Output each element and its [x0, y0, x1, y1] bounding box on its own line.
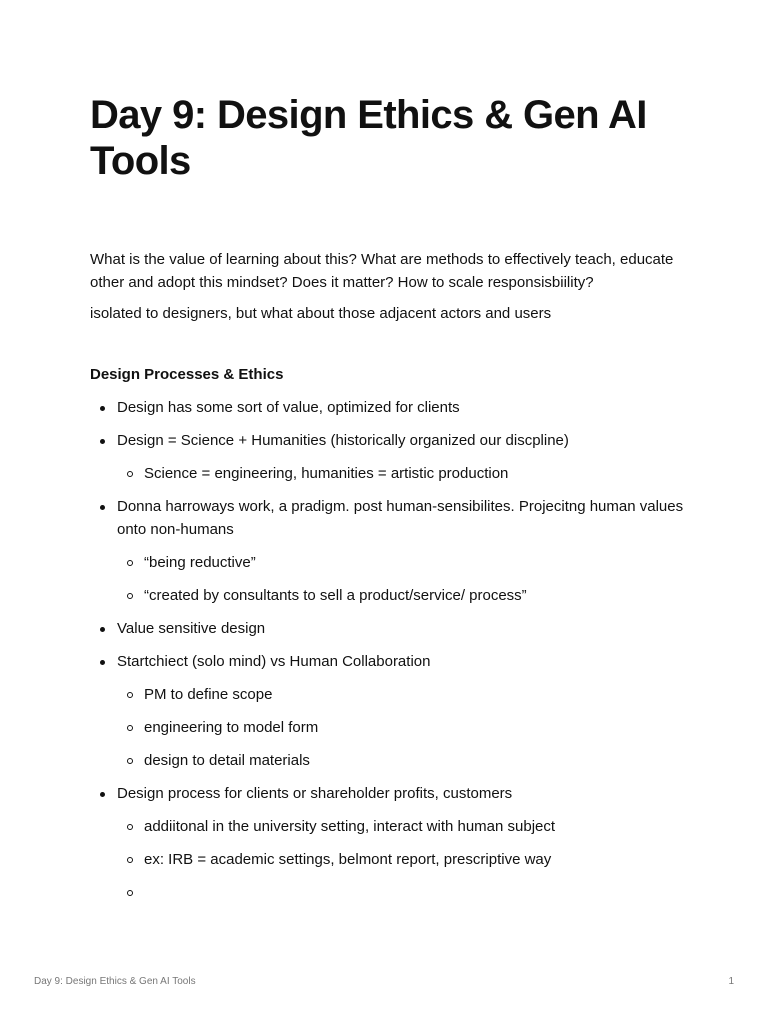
- list-item-text: Design = Science + Humanities (historically organized our discpline): [117, 432, 569, 449]
- list-item-text: Design process for clients or shareholder profits, customers: [117, 785, 513, 802]
- list-item: [90, 650, 690, 772]
- sub-list-item-text: engineering to model form: [144, 719, 319, 736]
- sub-list-item: [117, 584, 690, 607]
- bullet-dot-icon: [100, 406, 105, 411]
- bullet-circle-icon: [127, 824, 133, 830]
- bullet-circle-icon: [127, 725, 133, 731]
- bullet-dot-icon: [100, 439, 105, 444]
- bullet-dot-icon: [100, 505, 105, 510]
- list-item: [90, 495, 690, 607]
- bullet-circle-icon: [127, 857, 133, 863]
- sub-list-item: [117, 848, 690, 871]
- list-item: [90, 782, 690, 911]
- bullet-dot-icon: [100, 627, 105, 632]
- sub-list: [117, 683, 690, 772]
- list-item: [90, 396, 690, 419]
- list-item-text: Startchiect (solo mind) vs Human Collaboration: [117, 653, 431, 670]
- sub-list: [117, 815, 690, 911]
- intro-paragraph: What is the value of learning about this? What are methods to effectively teach, educate other and adopt this mindset? Does it matter? How to scale responsisbiility?: [90, 251, 674, 291]
- list-item-text: Donna harroways work, a pradigm. post human-sensibilites. Projecitng human values onto non-humans: [117, 498, 684, 538]
- sub-list: [117, 462, 690, 485]
- list-item: [90, 617, 690, 640]
- sub-list-item: [117, 716, 690, 739]
- bullet-circle-icon: [127, 560, 133, 566]
- bullet-list: [90, 396, 690, 911]
- sub-list-item-text: Science = engineering, humanities = artistic production: [144, 465, 509, 482]
- intro-section: [90, 248, 690, 325]
- intro-paragraph: isolated to designers, but what about those adjacent actors and users: [90, 305, 552, 322]
- sub-list-item: [117, 551, 690, 574]
- bullet-dot-icon: [100, 792, 105, 797]
- sub-list-item-text: addiitonal in the university setting, interact with human subject: [144, 818, 556, 835]
- bullet-circle-icon: [127, 758, 133, 764]
- document-page: [90, 92, 690, 921]
- footer-title: Day 9: Design Ethics & Gen AI Tools: [34, 976, 196, 987]
- sub-list-item-text: ex: IRB = academic settings, belmont report, prescriptive way: [144, 851, 552, 868]
- sub-list-item-text: PM to define scope: [144, 686, 273, 703]
- page-title: Day 9: Design Ethics & Gen AI Tools: [90, 93, 647, 183]
- sub-list-item: [117, 881, 690, 911]
- sub-list-item: [117, 462, 690, 485]
- list-item-text: Value sensitive design: [117, 620, 266, 637]
- section-heading: Design Processes & Ethics: [90, 366, 284, 383]
- list-item: [90, 429, 690, 485]
- list-item-text: Design has some sort of value, optimized for clients: [117, 399, 460, 416]
- bullet-circle-icon: [127, 593, 133, 599]
- sub-list-item-text: “created by consultants to sell a product/service/ process”: [144, 587, 527, 604]
- sub-list: [117, 551, 690, 607]
- sub-list-item-text: “being reductive”: [144, 554, 256, 571]
- sub-list-item: [117, 815, 690, 838]
- bullet-circle-icon: [127, 692, 133, 698]
- bullet-dot-icon: [100, 660, 105, 665]
- page-number: 1: [728, 976, 734, 987]
- bullet-circle-icon: [127, 471, 133, 477]
- sub-list-item-text: design to detail materials: [144, 752, 310, 769]
- sub-list-item: [117, 683, 690, 706]
- bullet-circle-icon: [127, 890, 133, 896]
- sub-list-item: [117, 749, 690, 772]
